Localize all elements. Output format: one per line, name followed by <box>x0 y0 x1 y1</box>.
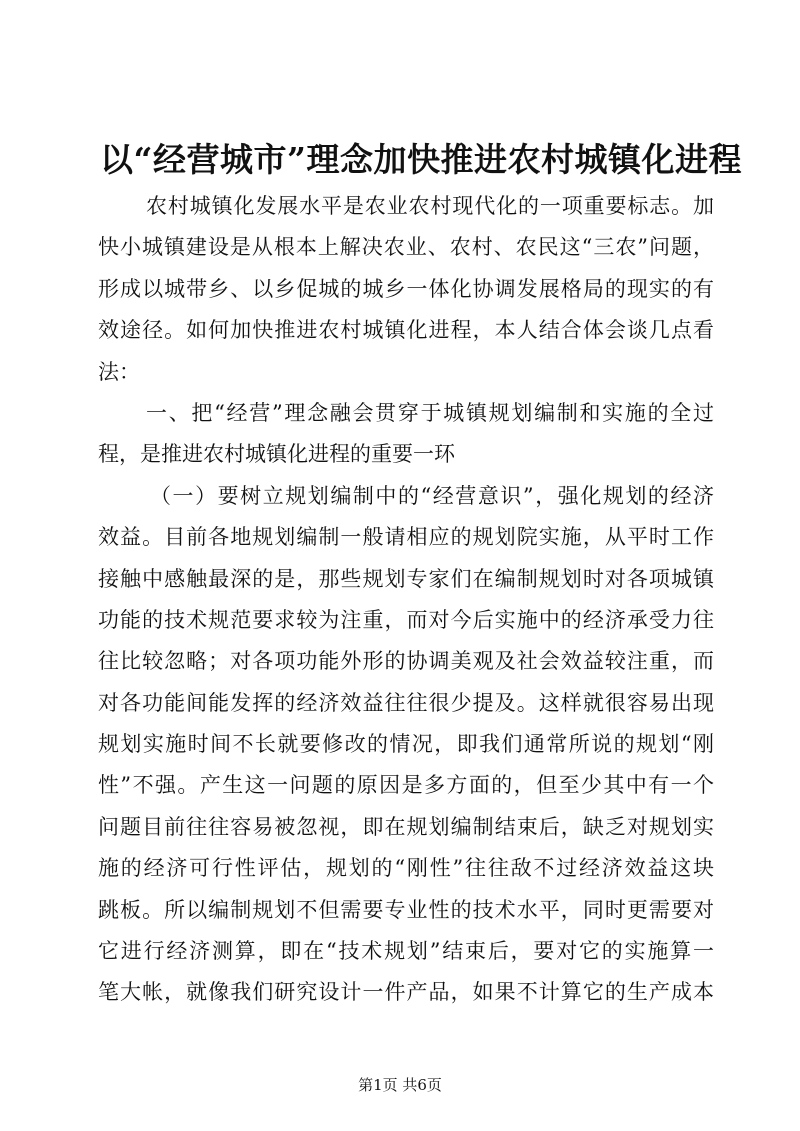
paragraph-line: 性”不强。产生这一问题的原因是多方面的，但至少其中有一个 <box>98 773 714 798</box>
paragraph-line: （一）要树立规划编制中的“经营意识”，强化规划的经济 <box>150 483 714 508</box>
paragraph-line: 笔大帐，就像我们研究设计一件产品，如果不计算它的生产成本 <box>98 980 714 1005</box>
paragraph-line: 效途径。如何加快推进农村城镇化进程，本人结合体会谈几点看 <box>98 318 714 343</box>
paragraph-line: 接触中感触最深的是，那些规划专家们在编制规划时对各项城镇 <box>98 566 714 591</box>
paragraph-line: 效益。目前各地规划编制一般请相应的规划院实施，从平时工作 <box>98 525 714 550</box>
paragraph-line: 往比较忽略；对各项功能外形的协调美观及社会效益较注重，而 <box>98 649 714 674</box>
page-number-footer: 第1页 共6页 <box>358 1076 442 1094</box>
paragraph-line: 它进行经济测算，即在“技术规划”结束后，要对它的实施算一 <box>98 939 714 964</box>
paragraph-line: 问题目前往往容易被忽视，即在规划编制结束后，缺乏对规划实 <box>98 814 714 839</box>
section-heading-line: 程，是推进农村城镇化进程的重要一环 <box>98 442 455 467</box>
section-heading-line: 一、把“经营”理念融会贯穿于城镇规划编制和实施的全过 <box>146 400 714 425</box>
paragraph-line: 形成以城带乡、以乡促城的城乡一体化协调发展格局的现实的有 <box>98 276 714 301</box>
paragraph-line: 对各功能间能发挥的经济效益往往很少提及。这样就很容易出现 <box>98 690 714 715</box>
paragraph-line: 农村城镇化发展水平是农业农村现代化的一项重要标志。加 <box>146 194 714 218</box>
paragraph-line: 规划实施时间不长就要修改的情况，即我们通常所说的规划“刚 <box>98 732 714 757</box>
paragraph-line: 法： <box>98 359 140 384</box>
document-title: 以“经营城市”理念加快推进农村城镇化进程 <box>100 140 742 179</box>
paragraph-line: 施的经济可行性评估，规划的“刚性”往往敌不过经济效益这块 <box>98 856 714 881</box>
paragraph-line: 快小城镇建设是从根本上解决农业、农村、农民这“三农”问题， <box>98 235 714 260</box>
document-body <box>98 186 714 1014</box>
paragraph-line: 跳板。所以编制规划不但需要专业性的技术水平，同时更需要对 <box>98 897 714 922</box>
paragraph-line: 功能的技术规范要求较为注重，而对今后实施中的经济承受力往 <box>98 607 714 632</box>
